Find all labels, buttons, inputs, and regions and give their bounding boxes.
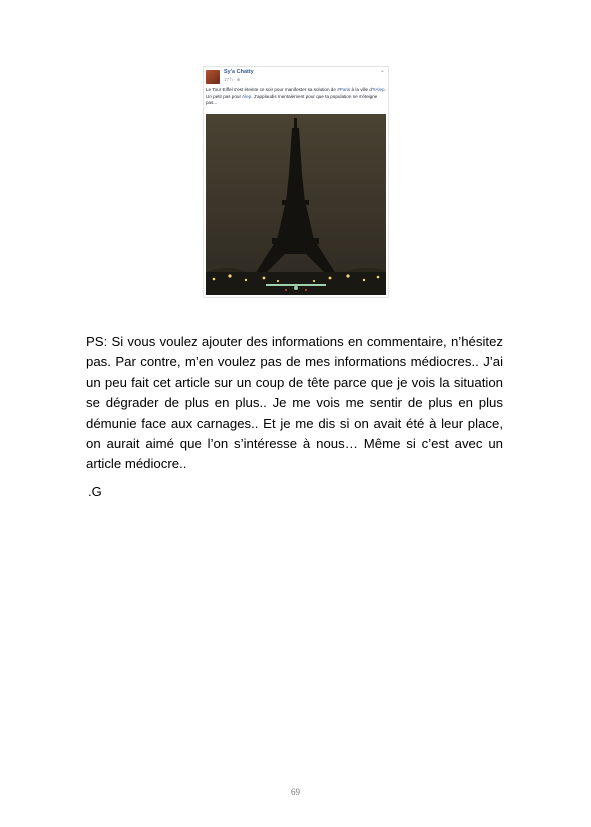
post-meta: 17 h · ⊕	[224, 77, 241, 82]
article-paragraph: PS: Si vous voulez ajouter des informations en commentaire, n’hésitez pas. Par contre, m’en voulez pas de mes informations médiocres.. J’ai un peu fait cet article sur un coup de tête parce que je vois la situation se dégrader de plus en plus.. Je me vois me sentir de plus en plus démunie face aux carnages.. Et je me dis si on avait été à leur place, on aurait aimé que l’on s’intéresse à nous… Même si c’est avec un article médiocre..	[86, 334, 503, 472]
post-text	[206, 87, 386, 113]
post-text-part: Le Tour Eiffel s'est éteinte ce soir pour manifester sa solution de	[206, 87, 338, 92]
more-options-icon: ⌄	[379, 68, 385, 74]
page-number: 69	[291, 787, 300, 797]
hashtag-link: #Paris	[337, 87, 351, 92]
post-text-part: . J'applaudis mentalement pour que ta population ne s'éteigne pas...	[206, 93, 378, 106]
signature: .G	[88, 484, 102, 499]
post-header	[204, 67, 388, 89]
avatar	[206, 70, 220, 84]
post-text-part: . Un petit pas pour	[206, 87, 386, 99]
post-author: Sy'a Chatty	[224, 69, 254, 75]
hashtag-link: Alep	[242, 93, 252, 99]
facebook-post-screenshot	[203, 66, 389, 298]
eiffel-tower-photo	[206, 114, 386, 295]
post-text-part: à la ville d'	[350, 87, 373, 92]
eiffel-tower-illustration	[206, 114, 386, 295]
hashtag-link: #Alep	[372, 87, 385, 92]
